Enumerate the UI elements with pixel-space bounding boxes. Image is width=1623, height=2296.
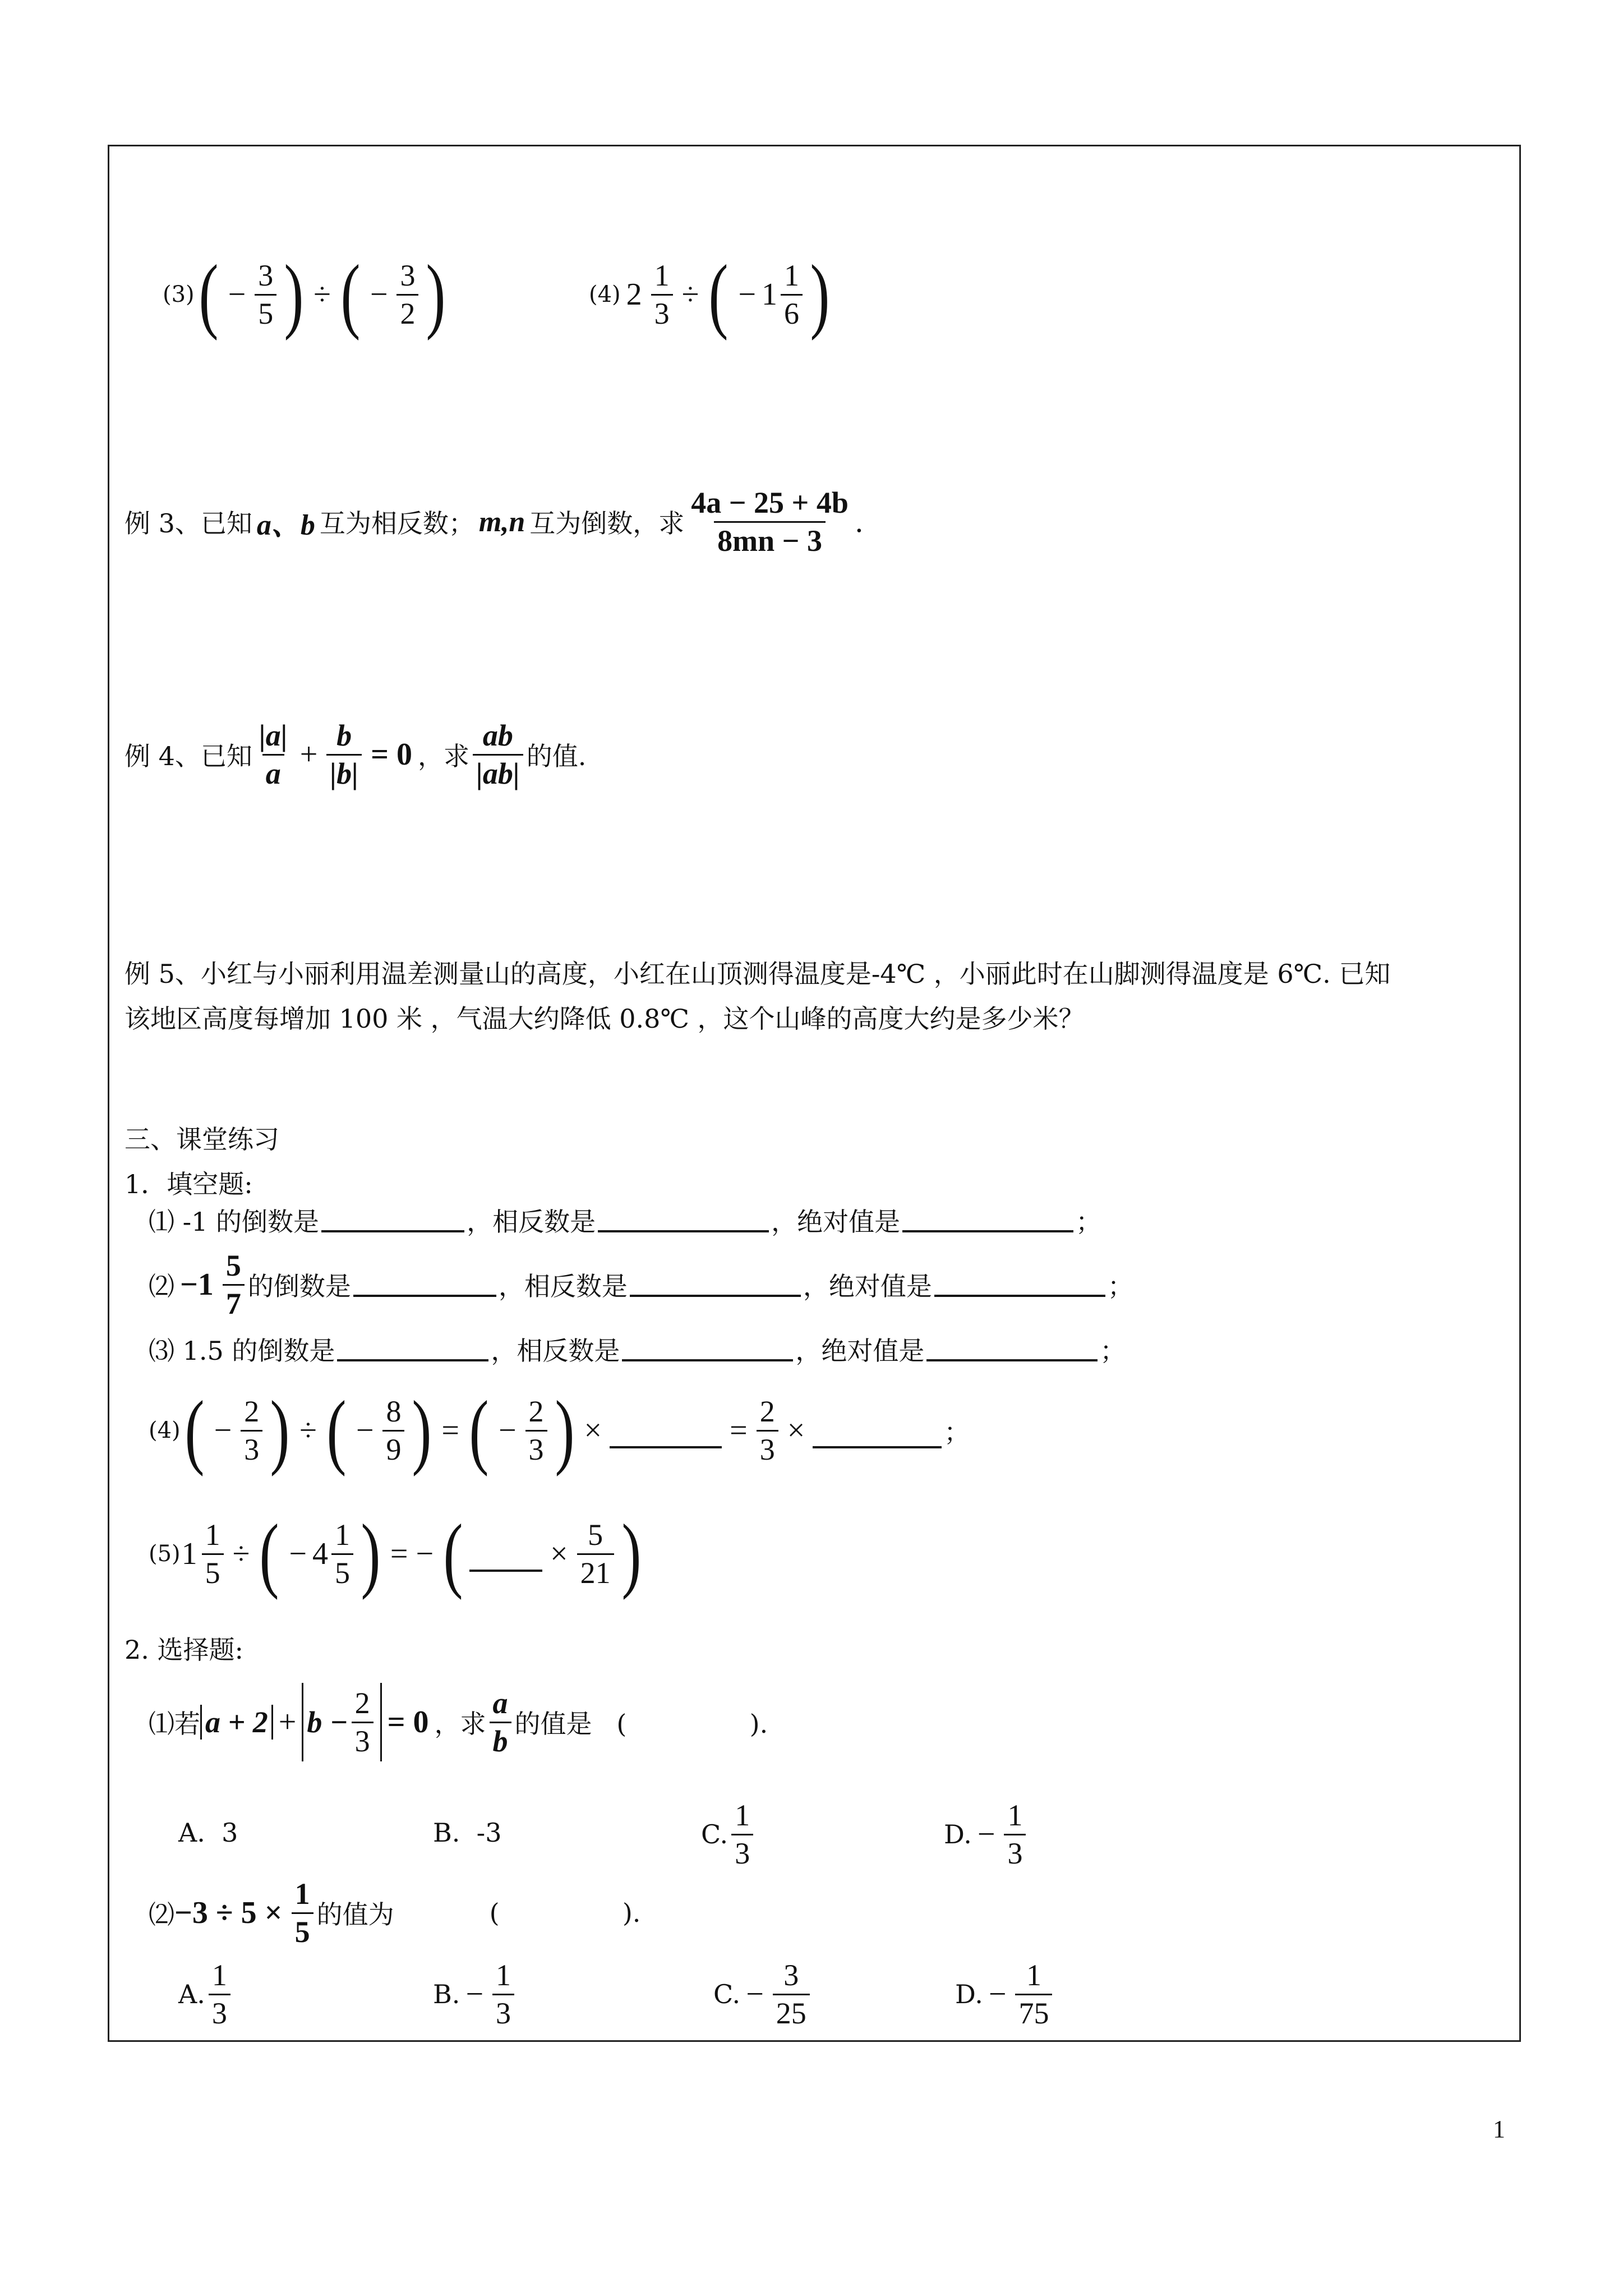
sign: − bbox=[738, 277, 756, 312]
answer-blank[interactable] bbox=[902, 1208, 1073, 1232]
fraction-b bbox=[781, 260, 803, 329]
q1-2-text: ，相反数是 bbox=[498, 1271, 628, 1301]
q1-3-end: ； bbox=[1100, 1336, 1126, 1366]
denominator: 3 bbox=[492, 1994, 514, 2030]
absolute-value-b bbox=[302, 1683, 381, 1761]
q1-2-label: ⑵ bbox=[149, 1271, 174, 1301]
q2-2-option-a[interactable] bbox=[178, 1958, 234, 2031]
sign: − bbox=[289, 1536, 307, 1571]
q2-1-option-d[interactable] bbox=[944, 1798, 1029, 1871]
q1-4 bbox=[149, 1383, 970, 1478]
numerator: 8 bbox=[386, 1394, 402, 1428]
page-number: 1 bbox=[1493, 2115, 1505, 2143]
denominator: 75 bbox=[1015, 1994, 1052, 2030]
q2-2-expression: −3 ÷ 5 × bbox=[174, 1895, 283, 1930]
ex3-period: . bbox=[855, 504, 863, 539]
fraction bbox=[1004, 1800, 1026, 1869]
denominator: a bbox=[262, 754, 284, 790]
q1-5-label: (5) bbox=[149, 1541, 181, 1567]
denominator: 21 bbox=[577, 1553, 614, 1589]
q2-1-option-a[interactable]: A. 3 bbox=[178, 1818, 238, 1848]
mixed-number: −1 bbox=[180, 1267, 214, 1302]
times-sign: × bbox=[584, 1413, 602, 1448]
fraction bbox=[352, 1687, 374, 1757]
denominator: 9 bbox=[382, 1430, 404, 1466]
numerator: 1 bbox=[294, 1876, 310, 1911]
q1-5 bbox=[149, 1506, 645, 1602]
fraction bbox=[757, 1396, 778, 1465]
q2-2-option-c[interactable] bbox=[713, 1958, 813, 2031]
sign: − bbox=[746, 1977, 764, 2012]
denominator: 3 bbox=[757, 1430, 778, 1466]
fraction bbox=[577, 1519, 614, 1589]
numerator: 3 bbox=[400, 258, 416, 292]
answer-blank[interactable] bbox=[353, 1272, 496, 1297]
q2-2-option-d[interactable] bbox=[955, 1958, 1055, 2031]
ex4-fraction-3 bbox=[473, 720, 523, 789]
sign: − bbox=[988, 1977, 1007, 2012]
ex4-fraction-1 bbox=[256, 720, 291, 789]
example-4 bbox=[125, 715, 586, 794]
denominator: 3 bbox=[1004, 1834, 1026, 1870]
answer-parentheses: ( ). bbox=[489, 1898, 641, 1928]
equals-zero: = 0 bbox=[387, 1705, 429, 1740]
option-letter: C. bbox=[701, 1819, 728, 1849]
whole-number: 2 bbox=[626, 277, 642, 312]
q1-2-text: 的倒数是 bbox=[247, 1271, 351, 1301]
numerator: b bbox=[336, 718, 352, 752]
times-sign: × bbox=[787, 1413, 805, 1448]
numerator: 2 bbox=[354, 1686, 370, 1720]
paren-left: ( bbox=[469, 1384, 489, 1477]
sign: − bbox=[228, 277, 246, 312]
paren-right: ) bbox=[284, 248, 304, 341]
answer-blank[interactable] bbox=[469, 1536, 542, 1572]
numerator: 1 bbox=[334, 1517, 350, 1552]
fraction bbox=[209, 1959, 230, 2029]
q2-1-label: ⑴若 bbox=[149, 1709, 200, 1739]
section-3-title: 三、课堂练习 bbox=[125, 1124, 279, 1154]
fraction bbox=[382, 1396, 404, 1465]
numerator: 1 bbox=[211, 1958, 227, 1992]
paren-left: ( bbox=[443, 1507, 463, 1600]
q1-3 bbox=[149, 1329, 1126, 1369]
equals-negative: = − bbox=[390, 1536, 434, 1571]
example-3 bbox=[125, 482, 863, 561]
sign: − bbox=[977, 1817, 995, 1852]
paren-right: ) bbox=[621, 1507, 642, 1600]
answer-blank[interactable] bbox=[321, 1208, 464, 1232]
q2-2-label: ⑵ bbox=[149, 1899, 174, 1930]
q1-2-fraction bbox=[223, 1250, 245, 1319]
option-letter: B. bbox=[433, 1979, 460, 2009]
paren-left: ( bbox=[340, 248, 361, 341]
numerator: 1 bbox=[1026, 1958, 1041, 1992]
ex3-text: 互为倒数，求 bbox=[529, 508, 685, 539]
sign: − bbox=[356, 1413, 374, 1448]
q1-3-text: ，绝对值是 bbox=[795, 1336, 925, 1366]
q1-1 bbox=[149, 1200, 1101, 1240]
q1-title: 1．填空题: bbox=[125, 1169, 253, 1199]
denominator: |ab| bbox=[473, 754, 523, 790]
divide-sign: ÷ bbox=[299, 1413, 317, 1448]
q1-1-text: ，相反数是 bbox=[467, 1207, 596, 1237]
divide-sign: ÷ bbox=[313, 277, 331, 312]
ex4-end: 的值. bbox=[526, 741, 587, 771]
fraction bbox=[292, 1878, 313, 1948]
fraction-b bbox=[396, 260, 418, 329]
plus-sign: + bbox=[299, 737, 318, 772]
paren-left: ( bbox=[185, 1384, 205, 1477]
plus-sign: + bbox=[278, 1705, 297, 1740]
variable-b: b − bbox=[307, 1705, 348, 1739]
q2-1-text: ，求 bbox=[434, 1709, 486, 1739]
ex4-text: ，求 bbox=[418, 741, 469, 771]
denominator: 8mn − 3 bbox=[714, 521, 826, 557]
ex3-fraction bbox=[688, 487, 852, 556]
q2-1-option-c[interactable] bbox=[701, 1798, 757, 1871]
fraction bbox=[331, 1519, 353, 1589]
q2-2-option-b[interactable] bbox=[433, 1958, 518, 2031]
denominator: 5 bbox=[255, 294, 276, 330]
paren-right: ) bbox=[810, 248, 830, 341]
q1-4-end: ； bbox=[944, 1417, 970, 1447]
q1-3-text: ，相反数是 bbox=[491, 1336, 620, 1366]
paren-right: ) bbox=[426, 248, 446, 341]
fraction-a bbox=[651, 260, 673, 329]
q1-1-label: ⑴ -1 的倒数是 bbox=[149, 1207, 320, 1237]
denominator: 25 bbox=[773, 1994, 810, 2030]
answer-blank[interactable] bbox=[610, 1412, 722, 1448]
numerator: |a| bbox=[259, 718, 288, 752]
absolute-value-a: a + 2 bbox=[200, 1705, 273, 1740]
denominator: 6 bbox=[781, 294, 803, 330]
divide-sign: ÷ bbox=[681, 277, 699, 312]
q1-1-end: ； bbox=[1076, 1207, 1102, 1237]
fraction-a bbox=[255, 260, 276, 329]
paren-right: ) bbox=[412, 1384, 432, 1477]
numerator: 4a − 25 + 4b bbox=[691, 485, 849, 519]
q2-1-end: 的值是 ( ). bbox=[514, 1709, 768, 1739]
fraction bbox=[773, 1959, 810, 2029]
example-5-line-1: 例 5、小红与小丽利用温差测量山的高度，小红在山顶测得温度是-4℃ ，小丽此时在山脚测得温度是 6℃. 已知 bbox=[125, 959, 1391, 989]
option-letter: A. bbox=[178, 1979, 205, 2009]
answer-blank[interactable] bbox=[934, 1272, 1105, 1297]
equals-sign: = bbox=[441, 1413, 459, 1448]
sign: − bbox=[214, 1413, 232, 1448]
paren-left: ( bbox=[199, 248, 219, 341]
q1-4-label: (4) bbox=[149, 1418, 181, 1443]
denominator: 3 bbox=[241, 1430, 262, 1466]
ex4-fraction-2 bbox=[326, 720, 362, 789]
q1-3-label: ⑶ 1.5 的倒数是 bbox=[149, 1336, 335, 1366]
numerator: 1 bbox=[783, 258, 799, 292]
whole-number: 4 bbox=[312, 1536, 328, 1571]
equals-zero: = 0 bbox=[371, 737, 412, 772]
numerator: 1 bbox=[496, 1958, 511, 1992]
ex3-text: 互为相反数； bbox=[319, 508, 474, 539]
numerator: 1 bbox=[654, 258, 670, 292]
problem-4-label: (4) bbox=[589, 282, 621, 307]
denominator: 5 bbox=[292, 1912, 313, 1948]
fraction bbox=[241, 1396, 262, 1465]
q2-2 bbox=[149, 1876, 640, 1949]
fraction bbox=[492, 1959, 514, 2029]
fraction bbox=[731, 1800, 753, 1869]
divide-sign: ÷ bbox=[232, 1536, 250, 1571]
paren-right: ) bbox=[270, 1384, 290, 1477]
denominator: 5 bbox=[331, 1553, 353, 1589]
answer-blank[interactable] bbox=[622, 1337, 793, 1361]
fraction bbox=[1015, 1959, 1052, 2029]
answer-blank[interactable] bbox=[813, 1412, 942, 1448]
answer-blank[interactable] bbox=[598, 1208, 769, 1232]
numerator: 2 bbox=[528, 1394, 544, 1428]
denominator: |b| bbox=[326, 754, 362, 790]
numerator: a bbox=[492, 1686, 508, 1720]
ex3-vars-mn: m,n bbox=[478, 505, 525, 538]
numerator: 5 bbox=[588, 1517, 603, 1552]
paren-left: ( bbox=[326, 1384, 347, 1477]
paren-right: ) bbox=[361, 1507, 381, 1600]
numerator: 2 bbox=[759, 1394, 775, 1428]
fraction bbox=[202, 1519, 224, 1589]
q1-1-text: ，绝对值是 bbox=[771, 1207, 901, 1237]
q2-title: 2. 选择题: bbox=[125, 1635, 244, 1665]
numerator: 3 bbox=[783, 1958, 799, 1992]
sign: − bbox=[498, 1413, 517, 1448]
numerator: 1 bbox=[1007, 1798, 1023, 1832]
equals-sign: = bbox=[730, 1413, 748, 1448]
denominator: 5 bbox=[202, 1553, 224, 1589]
numerator: 5 bbox=[225, 1248, 241, 1282]
q1-2-text: ，绝对值是 bbox=[803, 1271, 932, 1301]
numerator: 1 bbox=[205, 1517, 220, 1552]
example-5-line-2: 该地区高度每增加 100 米 ，气温大约降低 0.8℃ ，这个山峰的高度大约是多少米？ bbox=[125, 1004, 1085, 1034]
option-letter: D. bbox=[944, 1819, 972, 1849]
denominator: 2 bbox=[396, 294, 418, 330]
paren-left: ( bbox=[708, 248, 728, 341]
whole-number: 1 bbox=[181, 1536, 197, 1571]
option-letter: D. bbox=[955, 1979, 983, 2009]
q1-2 bbox=[149, 1245, 1133, 1324]
answer-blank[interactable] bbox=[630, 1272, 801, 1297]
paren-right: ) bbox=[555, 1384, 575, 1477]
ex3-vars-ab: a、b bbox=[256, 509, 315, 541]
numerator: 2 bbox=[244, 1394, 260, 1428]
paren-left: ( bbox=[259, 1507, 279, 1600]
ex4-prefix: 例 4、已知 bbox=[125, 741, 252, 771]
q1-2-end: ； bbox=[1107, 1271, 1133, 1301]
denominator: 3 bbox=[525, 1430, 547, 1466]
denominator: 3 bbox=[651, 294, 673, 330]
problem-3 bbox=[163, 247, 450, 342]
denominator: 3 bbox=[209, 1994, 230, 2030]
numerator: 3 bbox=[258, 258, 274, 292]
denominator: 7 bbox=[223, 1284, 245, 1320]
fraction-a-over-b bbox=[490, 1687, 511, 1757]
denominator: b bbox=[490, 1722, 511, 1757]
whole-number: 1 bbox=[761, 277, 777, 312]
problem-3-label: (3) bbox=[163, 282, 195, 307]
sign: − bbox=[370, 277, 388, 312]
answer-blank[interactable] bbox=[926, 1337, 1098, 1361]
fraction bbox=[525, 1396, 547, 1465]
answer-blank[interactable] bbox=[337, 1337, 488, 1361]
denominator: 3 bbox=[352, 1722, 374, 1757]
numerator: ab bbox=[482, 718, 513, 752]
times-sign: × bbox=[550, 1536, 568, 1571]
option-letter: C. bbox=[713, 1979, 741, 2009]
problem-4 bbox=[589, 247, 834, 342]
numerator: 1 bbox=[735, 1798, 750, 1832]
sign: − bbox=[465, 1977, 484, 2012]
q2-1-option-b[interactable]: B. -3 bbox=[433, 1818, 502, 1848]
q2-2-text: 的值为 bbox=[316, 1899, 394, 1930]
q2-1 bbox=[149, 1677, 768, 1767]
ex3-prefix: 例 3、已知 bbox=[125, 508, 252, 539]
denominator: 3 bbox=[731, 1834, 753, 1870]
